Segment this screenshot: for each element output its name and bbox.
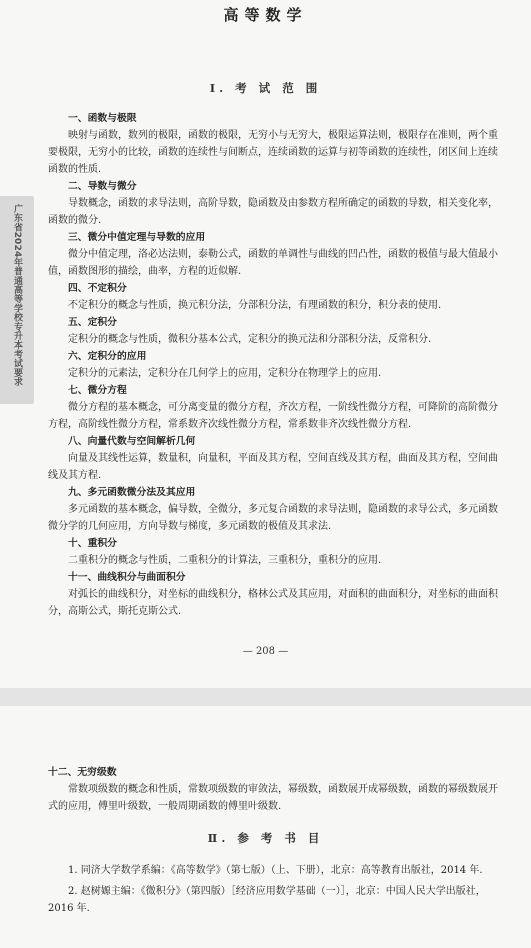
scope-item-heading: 三、微分中值定理与导数的应用: [68, 232, 206, 243]
scope-item: [48, 569, 498, 620]
scope-item-body: 向量及其线性运算，数量积，向量积，平面及其方程，空间直线及其方程，曲面及其方程，空间曲线及其方程.: [48, 453, 498, 481]
scope-item: [48, 229, 498, 280]
scope-item-body: 微分中值定理，洛必达法则，泰勒公式，函数的单调性与曲线的凹凸性，函数的极值与最大值最小值，函数图形的描绘，曲率，方程的近似解.: [48, 249, 498, 277]
scope-item-heading: 四、不定积分: [68, 283, 127, 294]
scope-item-body: 对弧长的曲线积分，对坐标的曲线积分，格林公式及其应用，对面积的曲面积分，对坐标的曲面积分，高斯公式，斯托克斯公式.: [48, 589, 498, 617]
scope-item-heading: 七、微分方程: [68, 385, 127, 396]
document-page-2: [0, 706, 531, 948]
scope-item-heading: 五、定积分: [68, 317, 117, 328]
continued-content: [48, 764, 498, 815]
scope-item: [48, 535, 498, 569]
section-title-exam-scope: Ⅰ. 考 试 范 围: [209, 81, 322, 95]
reference-item: 2. 赵树嫄主编：《微积分》（第四版）［经济应用数学基础（一）］，北京：中国人民大学出版社，2016 年.: [48, 886, 486, 914]
scope-item: [48, 484, 498, 535]
scope-item-body: 二重积分的概念与性质，二重积分的计算法，三重积分，重积分的应用.: [68, 555, 382, 566]
scope-item-body: 导数概念，函数的求导法则，高阶导数，隐函数及由参数方程所确定的函数的导数，相关变化率，函数的微分.: [48, 198, 498, 226]
scope-item: [48, 348, 498, 382]
scope-item-heading: 六、定积分的应用: [68, 351, 147, 362]
side-tab-label: 广东省2024年普通高等学校专升本考试要求: [12, 204, 22, 387]
scope-item: [48, 110, 498, 178]
scope-item-body: 常数项级数的概念和性质，常数项级数的审敛法，幂级数，函数展开成幂级数，函数的幂级数展开式的应用，傅里叶级数，一般周期函数的傅里叶级数.: [48, 784, 498, 812]
scope-item-heading: 八、向量代数与空间解析几何: [68, 436, 196, 447]
scope-item-body: 多元函数的基本概念，偏导数，全微分，多元复合函数的求导法则，隐函数的求导公式，多元函数微分学的几何应用，方向导数与梯度，多元函数的极值及其求法.: [48, 504, 498, 532]
scope-item: [48, 178, 498, 229]
section-title-references: Ⅱ. 参 考 书 目: [207, 831, 324, 845]
exam-scope-content: [48, 110, 498, 620]
page-gap: [0, 688, 531, 706]
scope-item-body: 映射与函数，数列的极限，函数的极限，无穷小与无穷大，极限运算法则，极限存在准则，两个重要极限，无穷小的比较，函数的连续性与间断点，连续函数的运算与初等函数的连续性，闭区间上连续函数的性质.: [48, 130, 498, 175]
scope-item-body: 不定积分的概念与性质，换元积分法，分部积分法，有理函数的积分，积分表的使用.: [68, 300, 442, 311]
scope-item: [48, 433, 498, 484]
scope-item: [48, 314, 498, 348]
scope-item-heading: 十、重积分: [68, 538, 117, 549]
reference-item: 1. 同济大学数学系编：《高等数学》（第七版）（上、下册），北京：高等教育出版社，2014 年.: [68, 865, 483, 876]
side-tab: [0, 196, 34, 404]
scope-item: [48, 382, 498, 433]
book-title: 高等数学: [223, 6, 308, 24]
scope-item-heading: 十二、无穷级数: [48, 767, 117, 778]
scope-item-body: 定积分的概念与性质，微积分基本公式，定积分的换元法和分部积分法，反常积分.: [68, 334, 432, 345]
scope-item-body: 定积分的元素法，定积分在几何学上的应用，定积分在物理学上的应用.: [68, 368, 382, 379]
scope-item-heading: 九、多元函数微分法及其应用: [68, 487, 196, 498]
page-number: — 208 —: [242, 646, 289, 657]
reference-list: [48, 862, 498, 917]
scope-item-heading: 二、导数与微分: [68, 181, 137, 192]
scope-item-heading: 一、函数与极限: [68, 113, 137, 124]
scope-item-body: 微分方程的基本概念，可分离变量的微分方程，齐次方程，一阶线性微分方程，可降阶的高阶微分方程，高阶线性微分方程，常系数齐次线性微分方程，常系数非齐次线性微分方程.: [48, 402, 498, 430]
scope-item: [48, 280, 498, 314]
scope-item-heading: 十一、曲线积分与曲面积分: [68, 572, 186, 583]
